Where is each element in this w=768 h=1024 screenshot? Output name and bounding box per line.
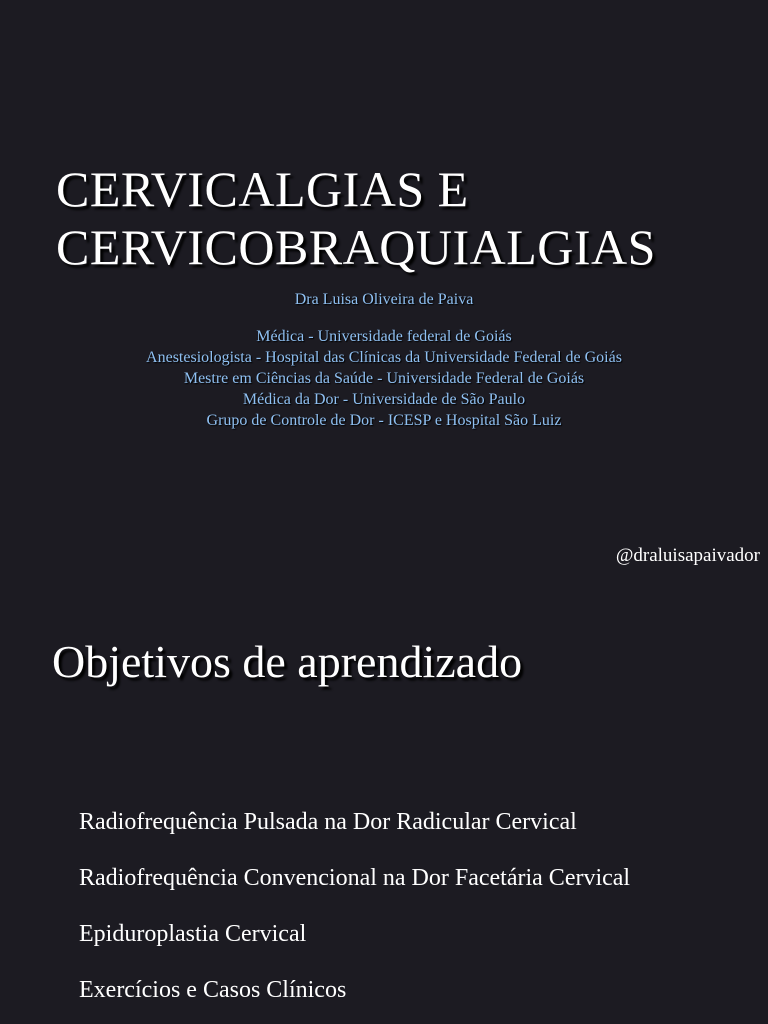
author-credentials: [0, 326, 768, 431]
slide-title: [56, 160, 656, 276]
credential-line: Anestesiologista - Hospital das Clínicas da Universidade Federal de Goiás: [146, 349, 622, 366]
slide-title-line-2: CERVICOBRAQUIALGIAS: [56, 219, 656, 275]
credential-line: Médica da Dor - Universidade de São Paulo: [242, 391, 526, 408]
social-handle: @draluisapaivador: [615, 545, 760, 566]
credential-line: Médica - Universidade federal de Goiás: [256, 328, 512, 345]
objective-item: Radiofrequência Convencional na Dor Facetária Cervical: [79, 865, 631, 891]
objective-item: Epiduroplastia Cervical: [79, 921, 307, 947]
objectives-slide: [0, 600, 768, 1024]
section-title: Objetivos de aprendizado: [52, 636, 523, 687]
objectives-list: [79, 806, 630, 1024]
author-name: Dra Luisa Oliveira de Paiva: [294, 291, 474, 308]
objective-item: Exercícios e Casos Clínicos: [79, 977, 347, 1003]
slide-title-line-1: CERVICALGIAS E: [56, 161, 469, 217]
credential-line: Grupo de Controle de Dor - ICESP e Hospital São Luiz: [206, 412, 562, 429]
credential-line: Mestre em Ciências da Saúde - Universidade Federal de Goiás: [183, 370, 585, 387]
objective-item: Radiofrequência Pulsada na Dor Radicular Cervical: [79, 809, 577, 835]
